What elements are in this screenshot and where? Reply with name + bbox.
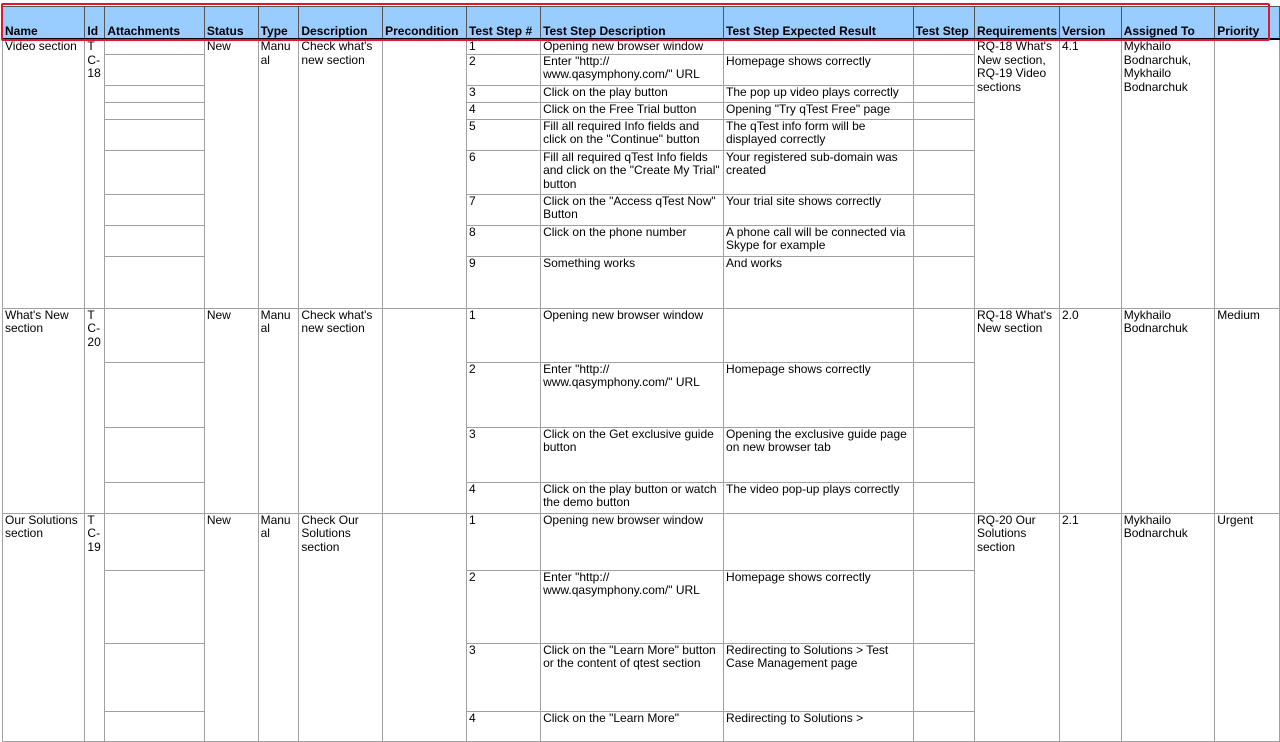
test-step-cell[interactable] [913, 119, 974, 150]
test-step-cell[interactable] [913, 256, 974, 308]
case-id-cell[interactable]: TC-19 [85, 513, 105, 741]
test-step-number-cell[interactable]: 3 [466, 427, 540, 482]
test-step-description-cell[interactable]: Something works [541, 256, 724, 308]
test-step-expected-result-cell[interactable]: Opening "Try qTest Free" page [724, 102, 914, 119]
attachments-cell[interactable] [105, 570, 205, 643]
requirements-cell[interactable]: RQ-18 What's New section [974, 308, 1059, 513]
test-step-description-cell[interactable]: Click on the play button [541, 85, 724, 102]
assigned-to-cell[interactable]: Mykhailo Bodnarchuk, Mykhailo Bodnarchuk [1121, 39, 1215, 308]
test-step-description-cell[interactable]: Click on the "Learn More" button or the content of qtest section [541, 643, 724, 711]
column-header-status[interactable]: Status [204, 7, 258, 40]
test-step-number-cell[interactable]: 3 [466, 643, 540, 711]
precondition-cell[interactable] [383, 308, 467, 513]
priority-cell[interactable]: Medium [1215, 308, 1280, 513]
column-header-id[interactable]: Id [85, 7, 105, 40]
attachments-cell[interactable] [105, 427, 205, 482]
type-cell[interactable]: Manual [258, 513, 299, 741]
test-step-cell[interactable] [913, 362, 974, 427]
attachments-cell[interactable] [105, 225, 205, 256]
test-step-description-cell[interactable]: Click on the phone number [541, 225, 724, 256]
test-step-description-cell[interactable]: Click on the Get exclusive guide button [541, 427, 724, 482]
column-header-test-step[interactable]: Test Step [913, 7, 974, 40]
status-cell[interactable]: New [204, 39, 258, 308]
test-step-cell[interactable] [913, 427, 974, 482]
assigned-to-cell[interactable]: Mykhailo Bodnarchuk [1121, 308, 1215, 513]
test-step-number-cell[interactable]: 9 [466, 256, 540, 308]
test-step-number-cell[interactable]: 2 [466, 54, 540, 85]
test-step-expected-result-cell[interactable]: And works [724, 256, 914, 308]
test-step-expected-result-cell[interactable]: Homepage shows correctly [724, 54, 914, 85]
test-step-cell[interactable] [913, 194, 974, 225]
test-step-cell[interactable] [913, 643, 974, 711]
attachments-cell[interactable] [105, 194, 205, 225]
test-step-number-cell[interactable]: 1 [466, 39, 540, 54]
test-step-expected-result-cell[interactable] [724, 308, 914, 362]
test-step-number-cell[interactable]: 6 [466, 150, 540, 194]
test-step-number-cell[interactable]: 2 [466, 570, 540, 643]
column-header-test-step-description[interactable]: Test Step Description [541, 7, 724, 40]
test-step-number-cell[interactable]: 4 [466, 482, 540, 513]
test-step-cell[interactable] [913, 39, 974, 54]
case-name-cell[interactable]: Video section [3, 39, 85, 308]
description-cell[interactable]: Check Our Solutions section [299, 513, 383, 741]
type-cell[interactable]: Manual [258, 308, 299, 513]
test-step-expected-result-cell[interactable]: Your trial site shows correctly [724, 194, 914, 225]
table-row [3, 39, 1280, 54]
assigned-to-cell[interactable]: Mykhailo Bodnarchuk [1121, 513, 1215, 741]
test-step-description-cell[interactable]: Enter "http:// www.qasymphony.com/" URL [541, 54, 724, 85]
test-step-expected-result-cell[interactable] [724, 513, 914, 570]
column-header-attachments[interactable]: Attachments [105, 7, 205, 40]
attachments-cell[interactable] [105, 119, 205, 150]
version-cell[interactable]: 4.1 [1060, 39, 1122, 308]
test-step-description-cell[interactable]: Click on the "Learn More" [541, 711, 724, 741]
test-step-description-cell[interactable]: Click on the "Access qTest Now" Button [541, 194, 724, 225]
column-header-priority[interactable]: Priority [1215, 7, 1280, 40]
case-name-cell[interactable]: What's New section [3, 308, 85, 513]
test-step-cell[interactable] [913, 711, 974, 741]
test-step-expected-result-cell[interactable]: The pop up video plays correctly [724, 85, 914, 102]
attachments-cell[interactable] [105, 102, 205, 119]
test-step-description-cell[interactable]: Fill all required Info fields and click on the "Continue" button [541, 119, 724, 150]
test-step-description-cell[interactable]: Opening new browser window [541, 308, 724, 362]
test-step-description-cell[interactable]: Opening new browser window [541, 513, 724, 570]
column-header-version[interactable]: Version [1060, 7, 1122, 40]
test-step-cell[interactable] [913, 102, 974, 119]
status-cell[interactable]: New [204, 308, 258, 513]
case-id-cell[interactable]: TC-20 [85, 308, 105, 513]
version-cell[interactable]: 2.0 [1060, 308, 1122, 513]
column-header-test-step-expected-result[interactable]: Test Step Expected Result [724, 7, 914, 40]
requirements-cell[interactable]: RQ-20 Our Solutions section [974, 513, 1059, 741]
test-step-cell[interactable] [913, 513, 974, 570]
attachments-cell[interactable] [105, 54, 205, 85]
attachments-cell[interactable] [105, 362, 205, 427]
test-step-cell[interactable] [913, 225, 974, 256]
test-step-cell[interactable] [913, 482, 974, 513]
attachments-cell[interactable] [105, 711, 205, 741]
test-step-number-cell[interactable]: 4 [466, 711, 540, 741]
attachments-cell[interactable] [105, 643, 205, 711]
description-cell[interactable]: Check what's new section [299, 39, 383, 308]
test-step-number-cell[interactable]: 8 [466, 225, 540, 256]
test-step-number-cell[interactable]: 1 [466, 308, 540, 362]
test-step-number-cell[interactable]: 5 [466, 119, 540, 150]
test-step-expected-result-cell[interactable]: Opening the exclusive guide page on new browser tab [724, 427, 914, 482]
test-step-description-cell[interactable]: Click on the play button or watch the demo button [541, 482, 724, 513]
column-header-precondition[interactable]: Precondition [383, 7, 467, 40]
test-step-number-cell[interactable]: 3 [466, 85, 540, 102]
test-step-description-cell[interactable]: Enter "http:// www.qasymphony.com/" URL [541, 570, 724, 643]
test-step-number-cell[interactable]: 4 [466, 102, 540, 119]
table-row [3, 513, 1280, 570]
priority-cell[interactable]: Urgent [1215, 513, 1280, 741]
attachments-cell[interactable] [105, 256, 205, 308]
column-header-type[interactable]: Type [258, 7, 299, 40]
column-header-name[interactable]: Name [3, 7, 85, 40]
attachments-cell[interactable] [105, 513, 205, 570]
attachments-cell[interactable] [105, 308, 205, 362]
test-step-description-cell[interactable]: Fill all required qTest Info fields and click on the "Create My Trial" button [541, 150, 724, 194]
type-cell[interactable]: Manual [258, 39, 299, 308]
test-step-description-cell[interactable]: Click on the Free Trial button [541, 102, 724, 119]
description-cell[interactable]: Check what's new section [299, 308, 383, 513]
case-name-cell[interactable]: Our Solutions section [3, 513, 85, 741]
test-step-expected-result-cell[interactable]: The video pop-up plays correctly [724, 482, 914, 513]
test-step-description-cell[interactable]: Opening new browser window [541, 39, 724, 54]
test-case-sheet [2, 6, 1280, 742]
priority-cell[interactable] [1215, 39, 1280, 308]
test-step-cell[interactable] [913, 54, 974, 85]
test-step-number-cell[interactable]: 7 [466, 194, 540, 225]
test-step-description-cell[interactable]: Enter "http:// www.qasymphony.com/" URL [541, 362, 724, 427]
precondition-cell[interactable] [383, 513, 467, 741]
test-step-expected-result-cell[interactable]: Homepage shows correctly [724, 362, 914, 427]
test-step-expected-result-cell[interactable]: Your registered sub-domain was created [724, 150, 914, 194]
requirements-cell[interactable]: RQ-18 What's New section, RQ-19 Video sections [974, 39, 1059, 308]
table-row [3, 308, 1280, 362]
test-step-expected-result-cell[interactable] [724, 39, 914, 54]
test-step-expected-result-cell[interactable]: Redirecting to Solutions > [724, 711, 914, 741]
case-id-cell[interactable]: TC-18 [85, 39, 105, 308]
test-step-number-cell[interactable]: 2 [466, 362, 540, 427]
test-step-cell[interactable] [913, 308, 974, 362]
status-cell[interactable]: New [204, 513, 258, 741]
test-step-expected-result-cell[interactable]: Redirecting to Solutions > Test Case Management page [724, 643, 914, 711]
column-header-description[interactable]: Description [299, 7, 383, 40]
test-step-expected-result-cell[interactable]: Homepage shows correctly [724, 570, 914, 643]
test-step-cell[interactable] [913, 150, 974, 194]
column-header-test-step-[interactable]: Test Step # [466, 7, 540, 40]
column-header-assigned-to[interactable]: Assigned To [1121, 7, 1215, 40]
test-step-expected-result-cell[interactable]: The qTest info form will be displayed correctly [724, 119, 914, 150]
test-step-cell[interactable] [913, 85, 974, 102]
header-row [3, 7, 1280, 40]
attachments-cell[interactable] [105, 482, 205, 513]
test-step-cell[interactable] [913, 570, 974, 643]
attachments-cell[interactable] [105, 39, 205, 54]
attachments-cell[interactable] [105, 85, 205, 102]
test-step-number-cell[interactable]: 1 [466, 513, 540, 570]
test-step-expected-result-cell[interactable]: A phone call will be connected via Skype for example [724, 225, 914, 256]
version-cell[interactable]: 2.1 [1060, 513, 1122, 741]
column-header-requirements[interactable]: Requirements [974, 7, 1059, 40]
precondition-cell[interactable] [383, 39, 467, 308]
attachments-cell[interactable] [105, 150, 205, 194]
